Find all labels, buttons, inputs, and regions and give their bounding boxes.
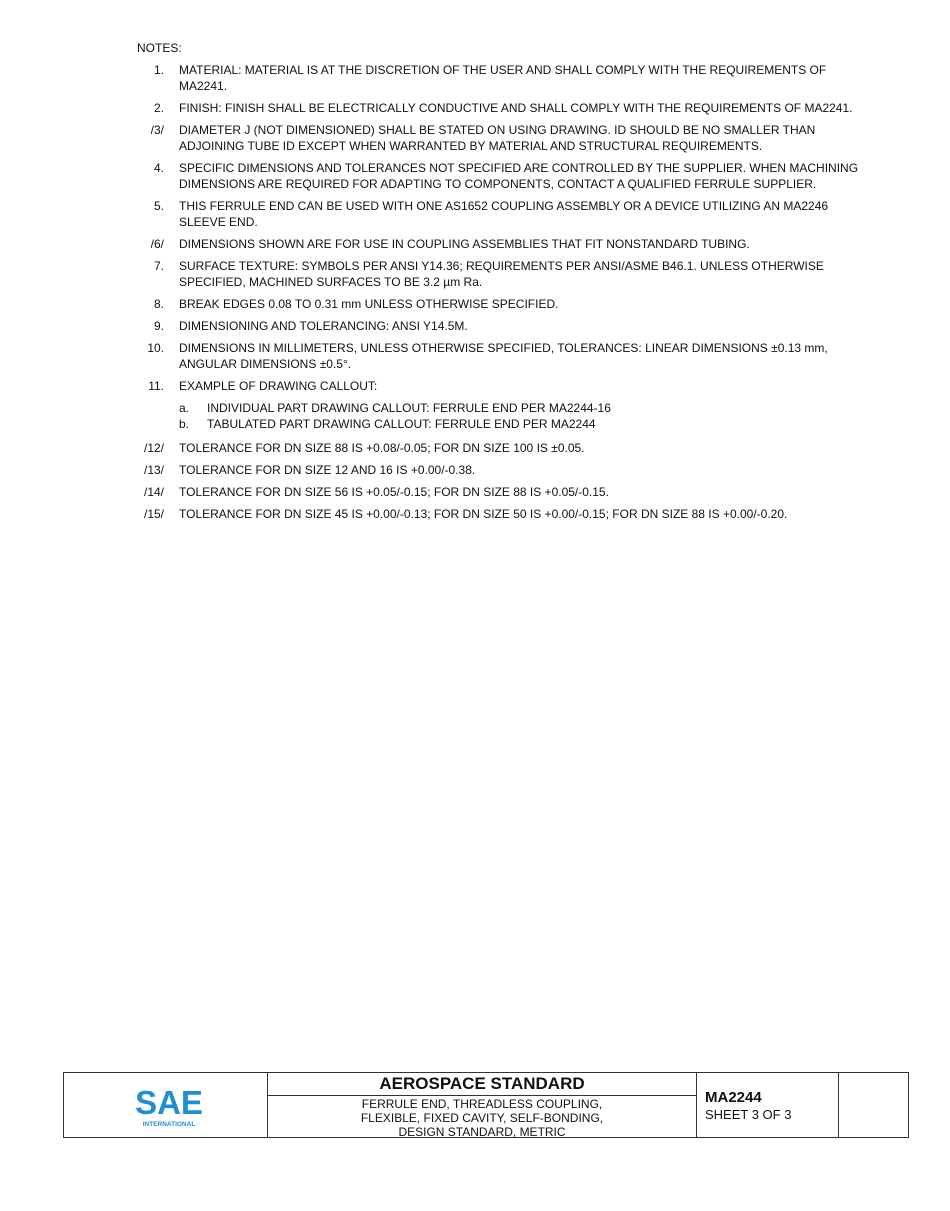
note-text: EXAMPLE OF DRAWING CALLOUT: — [179, 379, 378, 393]
note-item — [137, 378, 867, 394]
note-number: 8. — [153, 297, 164, 311]
note-item — [137, 122, 867, 154]
document-cell — [697, 1073, 839, 1137]
note-item — [137, 318, 867, 334]
note-item — [137, 340, 867, 372]
note-number: 5. — [153, 199, 164, 213]
callout-letter: b. — [179, 417, 190, 431]
note-number: /6/ — [150, 237, 164, 251]
note-text: SURFACE TEXTURE: SYMBOLS PER ANSI Y14.36; REQUIREMENTS PER ANSI/ASME B46.1. UNLESS OTHERWISE SPECIFIED, MACHINED SURFACES TO BE 3.2 µm Ra. — [179, 259, 824, 289]
blank-cell — [839, 1073, 908, 1137]
tolerance-note — [137, 506, 867, 522]
note-item — [137, 160, 867, 192]
note-text: DIMENSIONS SHOWN ARE FOR USE IN COUPLING ASSEMBLIES THAT FIT NONSTANDARD TUBING. — [179, 237, 750, 251]
note-text: THIS FERRULE END CAN BE USED WITH ONE AS1652 COUPLING ASSEMBLY OR A DEVICE UTILIZING AN MA2246 SLEEVE END. — [179, 199, 829, 229]
note-number: /12/ — [143, 441, 164, 455]
note-text: DIAMETER J (NOT DIMENSIONED) SHALL BE STATED ON USING DRAWING. ID SHOULD BE NO SMALLER THAN ADJOINING TUBE ID EXCEPT WHEN WARRANTED BY MATERIAL AND STRUCTURAL REQUIREMENTS. — [179, 123, 816, 153]
note-text: BREAK EDGES 0.08 TO 0.31 mm UNLESS OTHERWISE SPECIFIED. — [179, 297, 559, 311]
notes-section — [137, 40, 867, 528]
document-number: MA2244 — [705, 1089, 762, 1106]
tolerance-note — [137, 462, 867, 478]
note-number: 9. — [153, 319, 164, 333]
standard-heading: AEROSPACE STANDARD — [268, 1073, 696, 1096]
logo-subtext: INTERNATIONAL — [142, 1121, 196, 1128]
note-number: /13/ — [143, 463, 164, 477]
note-number: 11. — [148, 379, 164, 393]
note-number: 2. — [153, 101, 164, 115]
note-item — [137, 296, 867, 312]
note-number: 1. — [153, 63, 164, 77]
note-item — [137, 62, 867, 94]
sheet-number: SHEET 3 OF 3 — [705, 1107, 792, 1122]
note-number: /15/ — [143, 507, 164, 521]
note-item — [137, 100, 867, 116]
note-text: TOLERANCE FOR DN SIZE 88 IS +0.08/-0.05; FOR DN SIZE 100 IS ±0.05. — [179, 441, 585, 455]
note-number: 7. — [153, 259, 164, 273]
title-cell — [268, 1073, 697, 1137]
note-text: TOLERANCE FOR DN SIZE 12 AND 16 IS +0.00/-0.38. — [179, 463, 476, 477]
note-text: FINISH: FINISH SHALL BE ELECTRICALLY CONDUCTIVE AND SHALL COMPLY WITH THE REQUIREMENTS OF MA2241. — [179, 101, 853, 115]
description-line: FLEXIBLE, FIXED CAVITY, SELF-BONDING, — [360, 1111, 604, 1125]
note-item — [137, 198, 867, 230]
note-number: 4. — [153, 161, 164, 175]
notes-title: NOTES: — [137, 41, 182, 55]
tolerance-note — [137, 440, 867, 456]
note-text: DIMENSIONS IN MILLIMETERS, UNLESS OTHERWISE SPECIFIED, TOLERANCES: LINEAR DIMENSIONS ±0.13 mm, ANGULAR DIMENSIONS ±0.5°. — [179, 341, 828, 371]
callout-text: INDIVIDUAL PART DRAWING CALLOUT: FERRULE END PER MA2244-16 — [207, 401, 611, 415]
standard-description — [268, 1096, 696, 1139]
logo-text: SAE — [135, 1084, 203, 1121]
note-item — [137, 258, 867, 290]
description-line: FERRULE END, THREADLESS COUPLING, — [361, 1097, 603, 1111]
callout-item — [179, 416, 867, 432]
callout-letter: a. — [179, 401, 190, 415]
note-number: 10. — [147, 341, 164, 355]
note-item — [137, 236, 867, 252]
note-text: SPECIFIC DIMENSIONS AND TOLERANCES NOT SPECIFIED ARE CONTROLLED BY THE SUPPLIER. WHEN MACHINING DIMENSIONS ARE REQUIRED FOR ADAPTING TO COMPONENTS, CONTACT A QUALIFIED FERRULE SUPPLIER. — [179, 161, 859, 191]
title-block — [63, 1072, 909, 1138]
description-line: DESIGN STANDARD, METRIC — [398, 1125, 566, 1139]
note-text: MATERIAL: MATERIAL IS AT THE DISCRETION OF THE USER AND SHALL COMPLY WITH THE REQUIREMENTS OF MA2241. — [179, 63, 827, 93]
callout-list — [137, 400, 867, 432]
callout-text: TABULATED PART DRAWING CALLOUT: FERRULE END PER MA2244 — [207, 417, 596, 431]
tolerance-note — [137, 484, 867, 500]
note-text: DIMENSIONING AND TOLERANCING: ANSI Y14.5M. — [179, 319, 468, 333]
note-number: /14/ — [143, 485, 164, 499]
note-text: TOLERANCE FOR DN SIZE 45 IS +0.00/-0.13; FOR DN SIZE 50 IS +0.00/-0.15; FOR DN SIZE 88 IS +0.00/-0.20. — [179, 507, 788, 521]
logo-cell — [64, 1073, 268, 1137]
sae-logo-icon — [134, 1084, 204, 1128]
note-text: TOLERANCE FOR DN SIZE 56 IS +0.05/-0.15; FOR DN SIZE 88 IS +0.05/-0.15. — [179, 485, 609, 499]
callout-item — [179, 400, 867, 416]
note-number: /3/ — [150, 123, 164, 137]
